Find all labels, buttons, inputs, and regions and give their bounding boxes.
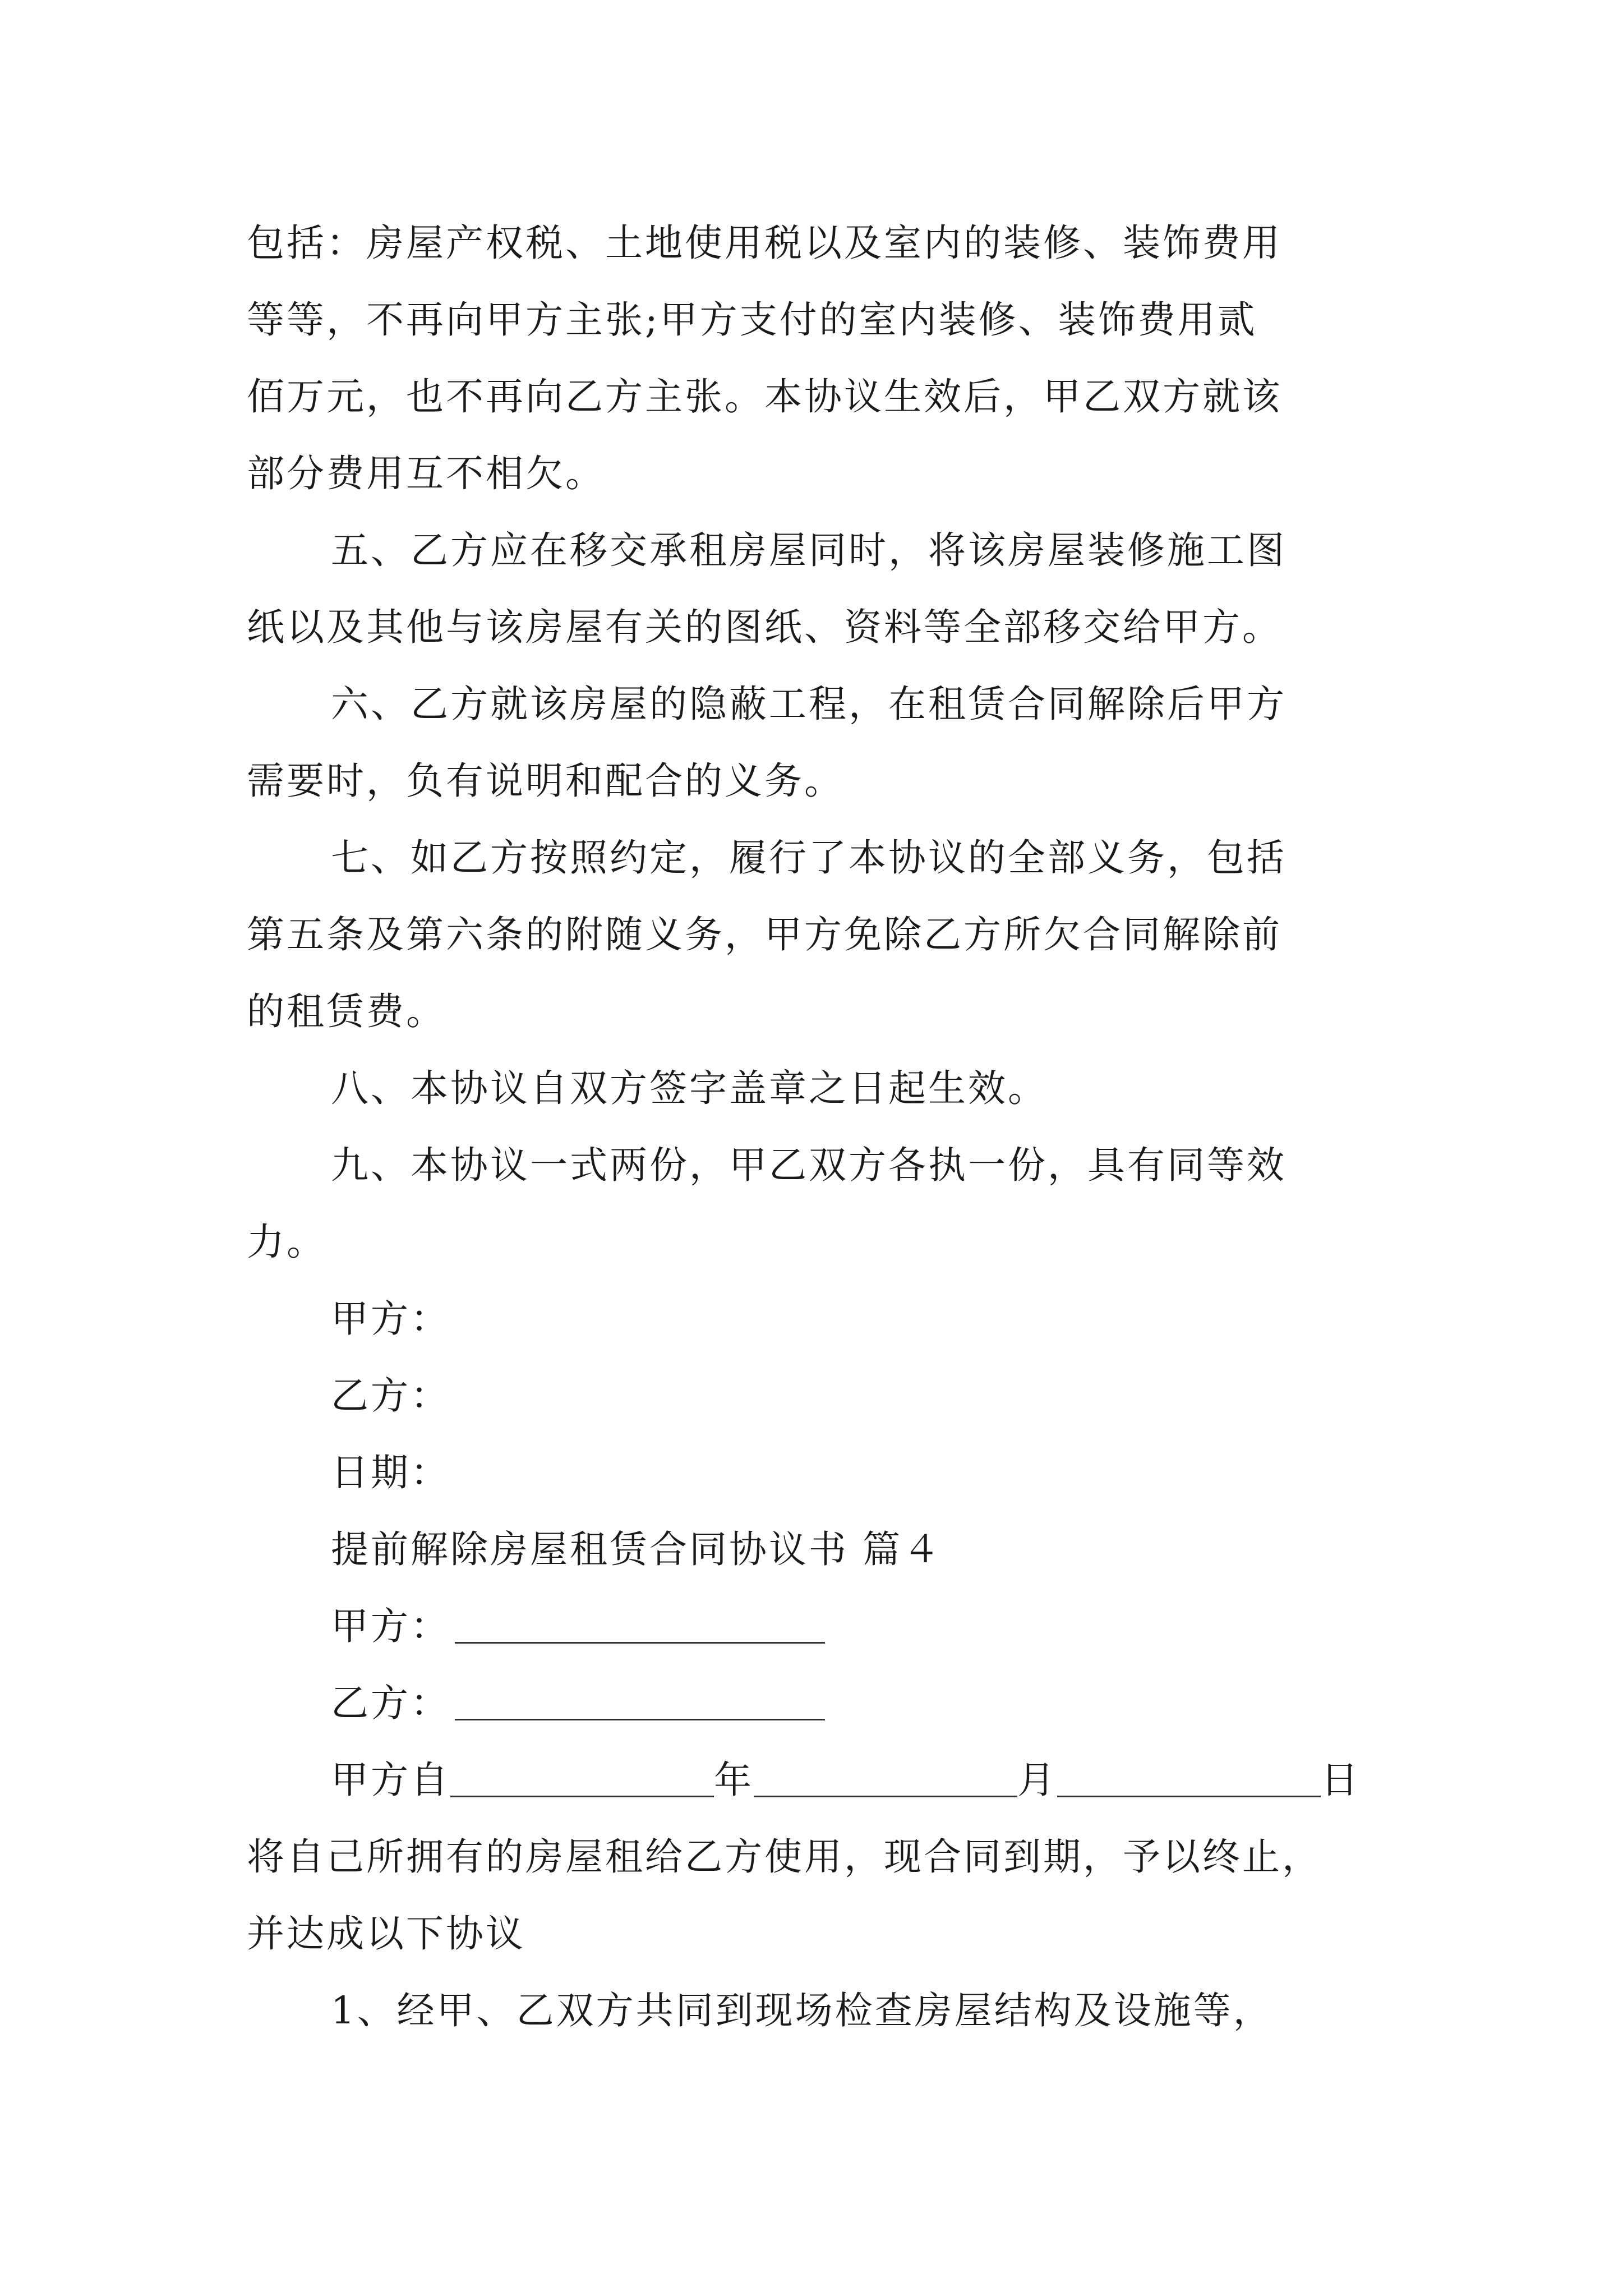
paragraph-fees xyxy=(247,205,1380,512)
text-line: 力。 xyxy=(247,1220,326,1264)
text-line: 将自己所拥有的房屋租给乙方使用，现合同到期，予以终止， xyxy=(247,1835,1322,1879)
text-line: 甲方： xyxy=(331,1297,450,1341)
lease-term-paragraph xyxy=(247,1742,1380,1972)
text-line: 包括：房屋产权税、土地使用税以及室内的装修、装饰费用 xyxy=(247,221,1282,265)
section-heading: 提前解除房屋租赁合同协议书 篇４ xyxy=(331,1527,943,1571)
day-label: 日 xyxy=(1321,1758,1361,1802)
text-line: 日期： xyxy=(331,1451,450,1494)
month-label: 月 xyxy=(1017,1758,1057,1802)
text-line: 佰万元，也不再向乙方主张。本协议生效后，甲乙双方就该 xyxy=(247,375,1282,418)
party-b-blank xyxy=(455,1680,825,1720)
text-line: 纸以及其他与该房屋有关的图纸、资料等全部移交给甲方。 xyxy=(247,605,1282,649)
party-b-line xyxy=(247,1665,1380,1742)
month-blank xyxy=(754,1756,1017,1797)
party-b-label: 乙方： xyxy=(331,1681,450,1725)
clause-seven xyxy=(247,820,1380,1050)
text-line: 八、本协议自双方签字盖章之日起生效。 xyxy=(331,1066,1048,1110)
text-line: 部分费用互不相欠。 xyxy=(247,452,605,495)
text-line: 1、经甲、乙双方共同到现场检查房屋结构及设施等， xyxy=(331,1989,1273,2032)
year-blank xyxy=(450,1756,714,1797)
text-line: 五、乙方应在移交承租房屋同时，将该房屋装修施工图 xyxy=(331,528,1287,572)
text-line: 乙方： xyxy=(331,1374,450,1418)
text-line: 的租赁费。 xyxy=(247,990,446,1033)
text-line: 第五条及第六条的附随义务，甲方免除乙方所欠合同解除前 xyxy=(247,913,1282,956)
party-a-line xyxy=(247,1588,1380,1665)
text-line: 九、本协议一式两份，甲乙双方各执一份，具有同等效 xyxy=(331,1143,1287,1187)
signature-date xyxy=(247,1434,1380,1511)
party-a-blank xyxy=(455,1603,825,1644)
text-line: 七、如乙方按照约定，履行了本协议的全部义务，包括 xyxy=(331,836,1287,880)
year-label: 年 xyxy=(714,1758,754,1802)
clause-six xyxy=(247,666,1380,820)
signature-party-a xyxy=(247,1281,1380,1358)
signature-party-b xyxy=(247,1358,1380,1434)
day-blank xyxy=(1057,1756,1321,1797)
item-one xyxy=(247,1972,1380,2049)
text-line: 需要时，负有说明和配合的义务。 xyxy=(247,759,844,803)
text-line: 等等，不再向甲方主张;甲方支付的室内装修、装饰费用贰 xyxy=(247,298,1257,342)
clause-eight xyxy=(247,1050,1380,1127)
clause-nine xyxy=(247,1127,1380,1281)
document-page xyxy=(247,205,1380,2049)
text-line: 六、乙方就该房屋的隐蔽工程，在租赁合同解除后甲方 xyxy=(331,682,1287,726)
party-a-label: 甲方： xyxy=(331,1604,450,1648)
section-title xyxy=(247,1511,1380,1588)
text-line: 并达成以下协议 xyxy=(247,1912,525,1955)
lease-from-label: 甲方自 xyxy=(331,1758,450,1802)
clause-five xyxy=(247,512,1380,666)
